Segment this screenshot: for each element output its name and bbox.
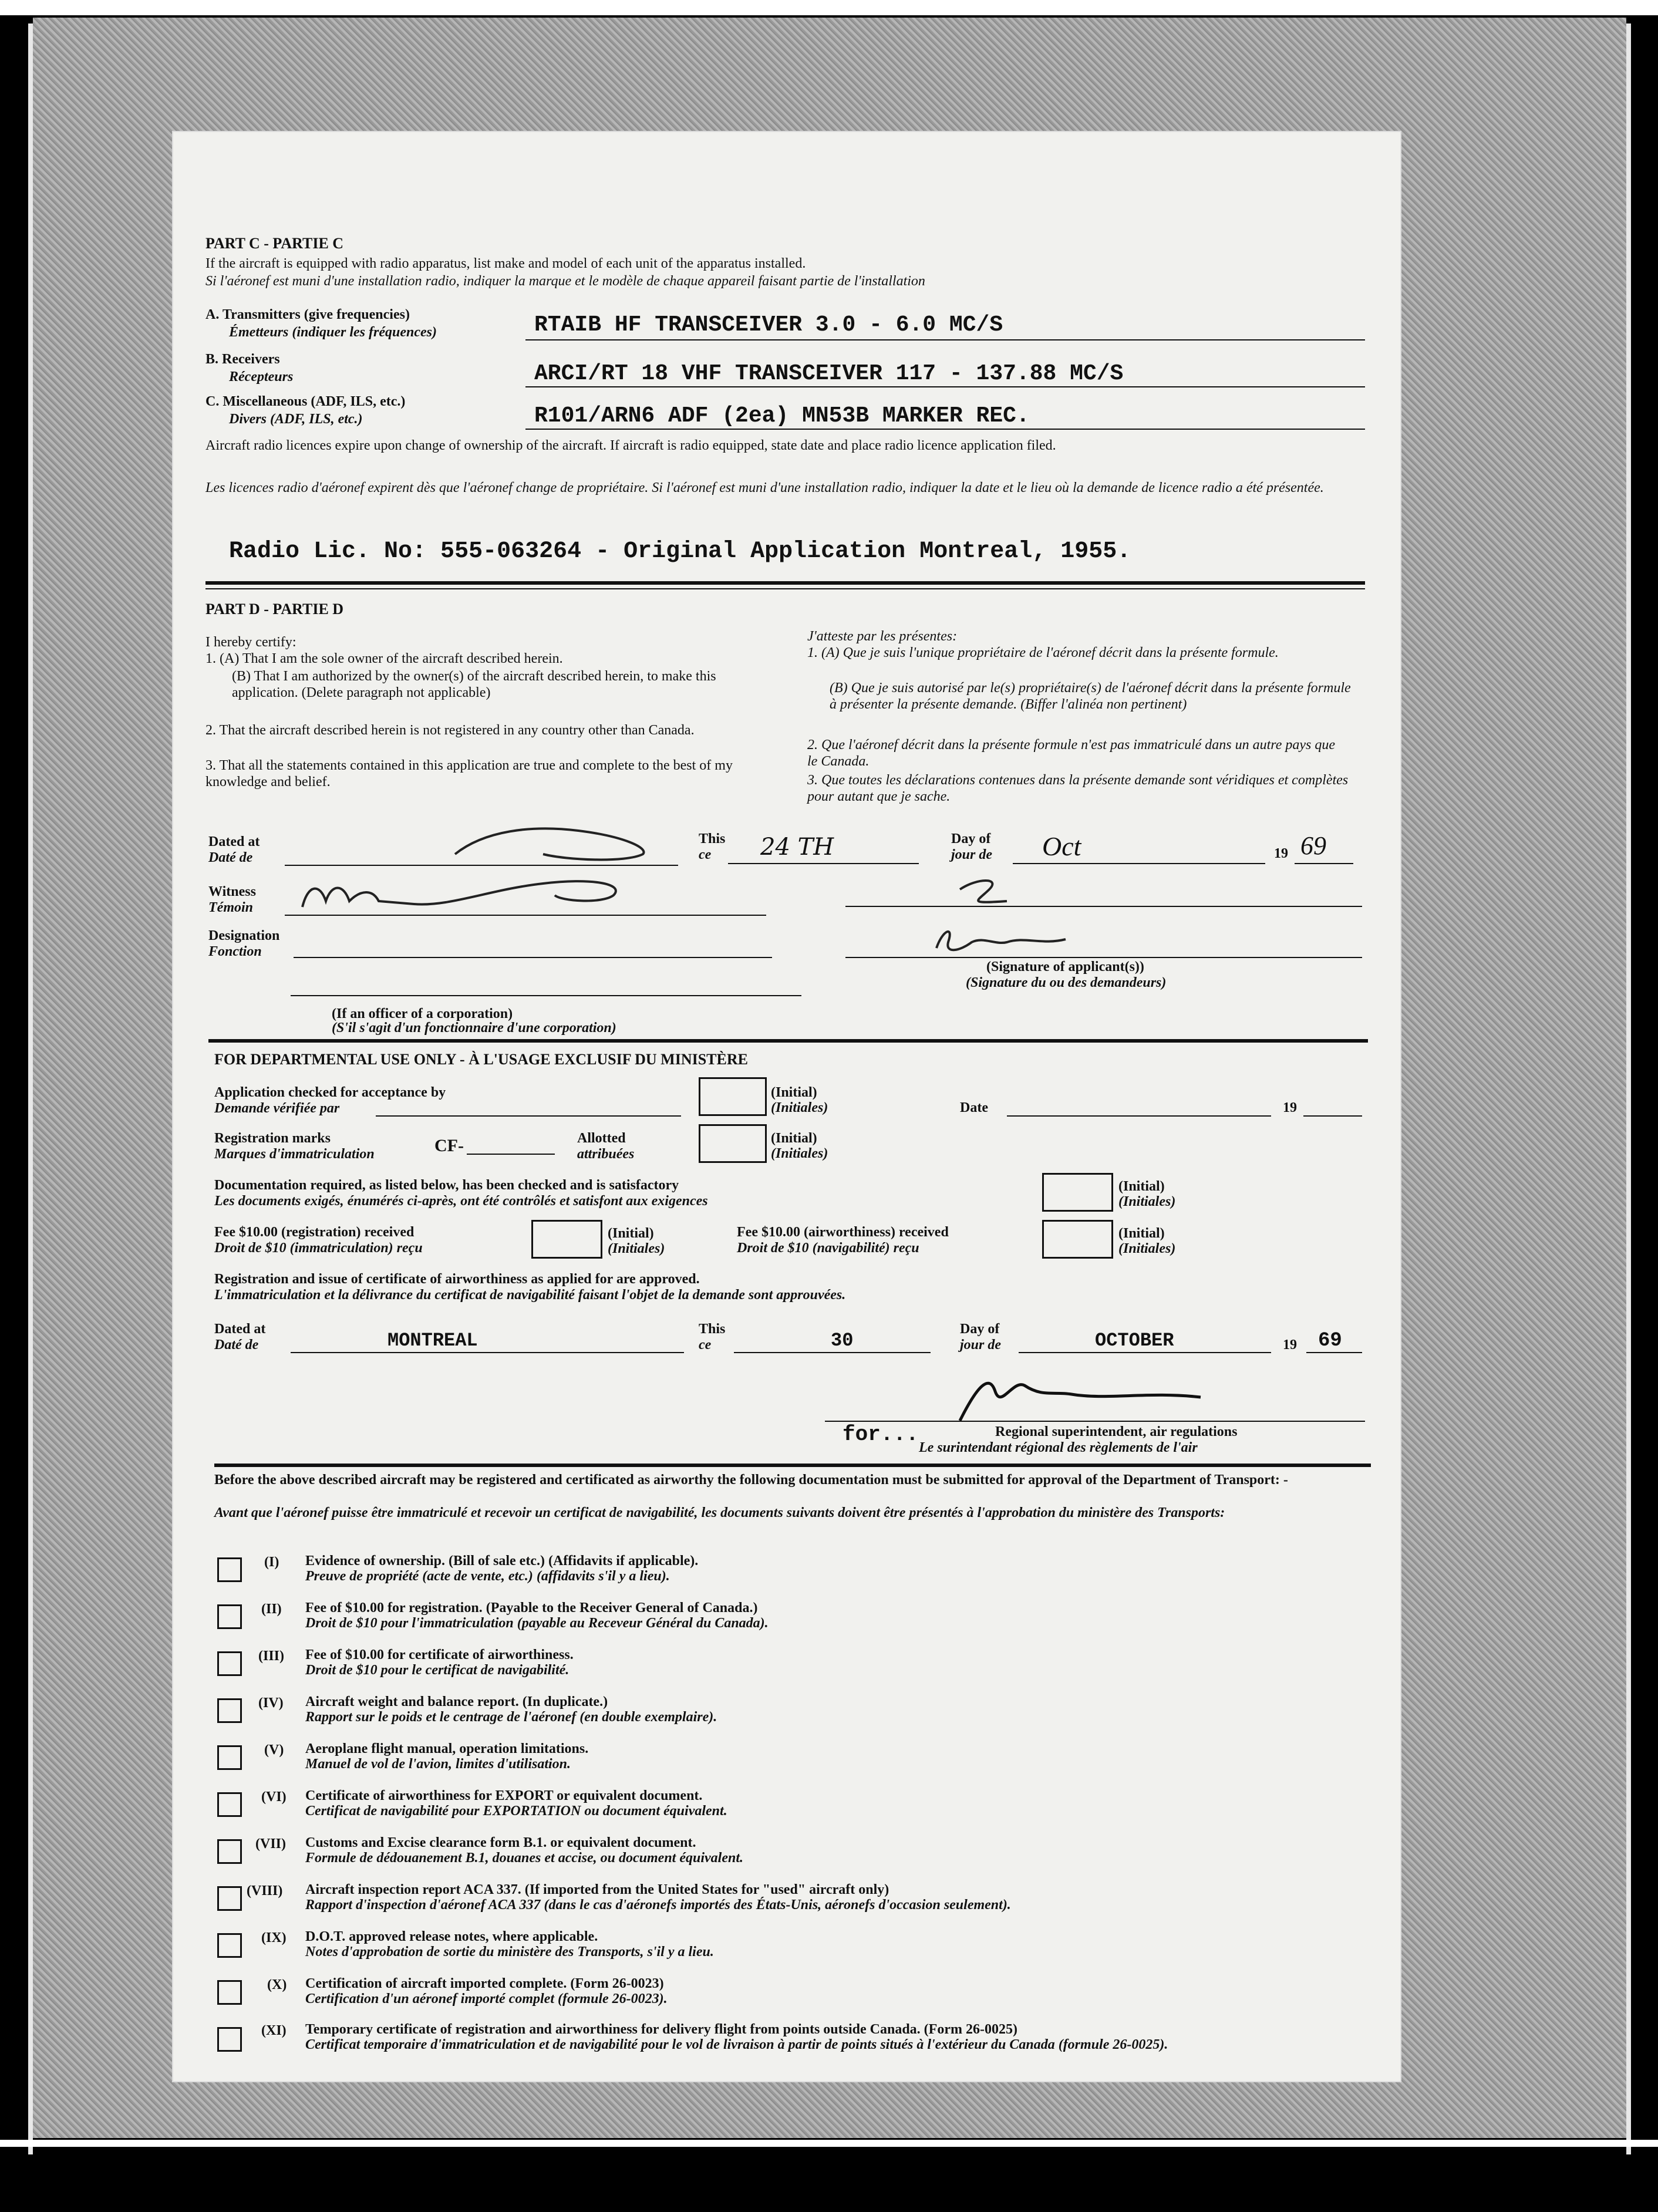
doc-num-2: (II) bbox=[261, 1601, 282, 1617]
reg-marks-line bbox=[467, 1154, 555, 1155]
dept-heading: FOR DEPARTMENTAL USE ONLY - À L'USAGE EXCLUSIF DU MINISTÈRE bbox=[214, 1051, 748, 1068]
dept-dated-label-fr: Daté de bbox=[214, 1337, 259, 1353]
receivers-value: ARCI/RT 18 VHF TRANSCEIVER 117 - 137.88 MC/S bbox=[534, 361, 1124, 386]
doc-fr-10: Certification d'un aéronef importé complet (formule 26-0023). bbox=[305, 1991, 668, 2007]
dated-at-label: Dated at bbox=[208, 834, 260, 849]
doc-checkbox-2[interactable] bbox=[217, 1604, 242, 1629]
doc-num-11: (XI) bbox=[261, 2023, 287, 2038]
fee-reg-label: Fee $10.00 (registration) received bbox=[214, 1225, 414, 1240]
this-day-handwritten: 24 TH bbox=[760, 834, 834, 861]
reg-initial-label-fr: (Initiales) bbox=[771, 1146, 828, 1161]
doc-num-1: (I) bbox=[264, 1555, 279, 1570]
date-label: Date bbox=[960, 1100, 988, 1115]
transmitters-label: A. Transmitters (give frequencies) bbox=[205, 307, 410, 322]
designation-label: Designation bbox=[208, 928, 280, 943]
issue-approved-fr: L'immatriculation et la délivrance du certificat de navigabilité faisant l'objet de la demande sont approuvées. bbox=[214, 1287, 846, 1303]
doc-en-7: Customs and Excise clearance form B.1. or equivalent document. bbox=[305, 1835, 696, 1850]
doc-checked-label-fr: Les documents exigés, énumérés ci-après, ont été contrôlés et satisfont aux exigences bbox=[214, 1193, 708, 1209]
part-c-intro-en: If the aircraft is equipped with radio apparatus, list make and model of each unit of the apparatus installed. bbox=[205, 256, 806, 271]
reg-marks-label-fr: Marques d'immatriculation bbox=[214, 1147, 375, 1162]
doc-fr-6: Certificat de navigabilité pour EXPORTATION ou document équivalent. bbox=[305, 1803, 727, 1819]
misc-label-fr: Divers (ADF, ILS, etc.) bbox=[229, 412, 363, 427]
dept-divider bbox=[214, 1464, 1371, 1467]
allotted-label: Allotted bbox=[577, 1131, 626, 1146]
doc-num-4: (IV) bbox=[258, 1695, 284, 1711]
day-of-label-fr: jour de bbox=[951, 847, 993, 862]
transmitters-line bbox=[525, 339, 1365, 340]
doc-fr-2: Droit de $10 pour l'immatriculation (payable au Receveur Général du Canada). bbox=[305, 1616, 769, 1631]
doc-en-6: Certificate of airworthiness for EXPORT or equivalent document. bbox=[305, 1788, 703, 1803]
doc-num-7: (VII) bbox=[255, 1836, 286, 1852]
app-initial-label: (Initial) bbox=[771, 1085, 817, 1100]
this-label: This bbox=[699, 831, 726, 847]
cert-en-2: 2. That the aircraft described herein is not registered in any country other than Canada. bbox=[205, 723, 695, 738]
allotted-label-fr: attribuées bbox=[577, 1147, 635, 1162]
doc-initial-box[interactable] bbox=[1042, 1173, 1113, 1212]
doc-fr-4: Rapport sur le poids et le centrage de l'aéronef (en double exemplaire). bbox=[305, 1709, 717, 1725]
doc-fr-11: Certificat temporaire d'immatriculation et de navigabilité pour le vol de livraison à partir de points situés à l'extérieur du Canada (formule 26-0025). bbox=[305, 2037, 1168, 2052]
dept-this-label: This bbox=[699, 1321, 726, 1337]
app-initial-box[interactable] bbox=[699, 1077, 767, 1116]
misc-label: C. Miscellaneous (ADF, ILS, etc.) bbox=[205, 394, 406, 409]
witness-label: Witness bbox=[208, 884, 256, 899]
cf-prefix: CF- bbox=[434, 1136, 464, 1155]
doc-checked-label: Documentation required, as listed below, has been checked and is satisfactory bbox=[214, 1178, 679, 1193]
cert-fr-2: 2. Que l'aéronef décrit dans la présente formule n'est pas immatriculé dans un autre pays que le Canada. bbox=[807, 737, 1336, 769]
doc-checkbox-3[interactable] bbox=[217, 1651, 242, 1676]
doc-en-3: Fee of $10.00 for certificate of airworthiness. bbox=[305, 1647, 574, 1663]
dept-year-value: 69 bbox=[1318, 1330, 1342, 1352]
superintendent-signature bbox=[954, 1368, 1248, 1432]
designation-label-fr: Fonction bbox=[208, 944, 262, 959]
fee-air-initial-label-fr: (Initiales) bbox=[1118, 1241, 1176, 1256]
dept-year-line bbox=[1306, 1352, 1362, 1353]
witness-label-fr: Témoin bbox=[208, 900, 253, 915]
doc-checkbox-10[interactable] bbox=[217, 1980, 242, 2005]
film-frame-left bbox=[28, 23, 33, 2154]
transmitters-label-fr: Émetteurs (indiquer les fréquences) bbox=[229, 325, 437, 340]
applicant-sig-line-2 bbox=[845, 957, 1362, 958]
dept-month-line bbox=[1019, 1352, 1271, 1353]
applicant-sig-line-1 bbox=[845, 906, 1362, 907]
dept-year-prefix: 19 bbox=[1283, 1337, 1297, 1353]
transmitters-value: RTAIB HF TRANSCEIVER 3.0 - 6.0 MC/S bbox=[534, 312, 1003, 338]
date-year-line bbox=[1303, 1115, 1362, 1117]
doc-en-1: Evidence of ownership. (Bill of sale etc.) (Affidavits if applicable). bbox=[305, 1553, 699, 1569]
dept-day-of-label-fr: jour de bbox=[960, 1337, 1002, 1353]
fee-reg-initial-label: (Initial) bbox=[608, 1226, 654, 1241]
year-handwritten: 69 bbox=[1300, 831, 1326, 860]
doc-num-10: (X) bbox=[267, 1977, 287, 1992]
doc-fr-3: Droit de $10 pour le certificat de navigabilité. bbox=[305, 1663, 569, 1678]
this-label-fr: ce bbox=[699, 847, 712, 862]
month-line bbox=[1013, 863, 1265, 864]
applicant-signature bbox=[925, 919, 1077, 960]
doc-en-5: Aeroplane flight manual, operation limitations. bbox=[305, 1741, 589, 1756]
receivers-label: B. Receivers bbox=[205, 352, 280, 367]
year-line bbox=[1295, 863, 1353, 864]
dated-at-label-fr: Daté de bbox=[208, 850, 253, 865]
doc-fr-7: Formule de dédouanement B.1, douanes et accise, ou document équivalent. bbox=[305, 1850, 743, 1866]
cert-en-1a: 1. (A) That I am the sole owner of the aircraft described herein. bbox=[205, 651, 563, 666]
app-checked-line bbox=[376, 1115, 681, 1117]
film-frame-right bbox=[1626, 23, 1631, 2154]
doc-checkbox-8[interactable] bbox=[217, 1886, 242, 1911]
fee-reg-initial-box[interactable] bbox=[531, 1220, 602, 1259]
reg-initial-box[interactable] bbox=[699, 1124, 767, 1163]
doc-en-9: D.O.T. approved release notes, where applicable. bbox=[305, 1929, 598, 1944]
fee-air-initial-box[interactable] bbox=[1042, 1220, 1113, 1259]
doc-checkbox-1[interactable] bbox=[217, 1557, 242, 1582]
receivers-label-fr: Récepteurs bbox=[229, 369, 294, 385]
regional-caption: Regional superintendent, air regulations bbox=[995, 1424, 1238, 1439]
doc-en-10: Certification of aircraft imported complete. (Form 26-0023) bbox=[305, 1976, 664, 1991]
signature-caption-fr: (Signature du ou des demandeurs) bbox=[966, 975, 1167, 990]
dept-day-of-label: Day of bbox=[960, 1321, 1000, 1337]
doc-en-8: Aircraft inspection report ACA 337. (If imported from the United States for "used" aircraft only) bbox=[305, 1882, 889, 1897]
officer-line bbox=[291, 995, 801, 996]
date-year-prefix: 19 bbox=[1283, 1100, 1297, 1115]
cert-fr-1b: (B) Que je suis autorisé par le(s) propriétaire(s) de l'aéronef décrit dans la présente formule à présenter la présente demande. (Biffer l'alinéa non pertinent) bbox=[830, 680, 1351, 712]
for-label: for... bbox=[843, 1422, 919, 1446]
part-c-divider bbox=[205, 581, 1365, 585]
date-line bbox=[1007, 1115, 1271, 1117]
doc-checkbox-7[interactable] bbox=[217, 1839, 242, 1864]
part-c-divider-thin bbox=[205, 588, 1365, 589]
certify-fr: J'atteste par les présentes: bbox=[807, 629, 958, 644]
radio-licence-value: Radio Lic. No: 555-063264 - Original Application Montreal, 1955. bbox=[229, 538, 1131, 565]
dept-this-value: 30 bbox=[831, 1330, 854, 1351]
designation-line bbox=[294, 957, 772, 958]
film-frame-top bbox=[0, 0, 1658, 15]
doc-checkbox-11[interactable] bbox=[217, 2027, 242, 2052]
signature-caption: (Signature of applicant(s)) bbox=[986, 959, 1144, 975]
dept-dated-label: Dated at bbox=[214, 1321, 266, 1337]
fee-reg-initial-label-fr: (Initiales) bbox=[608, 1241, 665, 1256]
dated-at-scribble bbox=[449, 819, 660, 866]
doc-initial-label: (Initial) bbox=[1118, 1179, 1165, 1194]
dept-this-label-fr: ce bbox=[699, 1337, 712, 1353]
docs-intro-en: Before the above described aircraft may be registered and certificated as airworthy the following documentation must be submitted for approval of the Department of Transport: - bbox=[214, 1472, 1288, 1488]
reg-initial-label: (Initial) bbox=[771, 1131, 817, 1146]
doc-fr-5: Manuel de vol de l'avion, limites d'utilisation. bbox=[305, 1756, 571, 1772]
doc-en-4: Aircraft weight and balance report. (In duplicate.) bbox=[305, 1694, 608, 1709]
doc-checkbox-9[interactable] bbox=[217, 1933, 242, 1958]
witness-signature bbox=[296, 866, 660, 919]
doc-num-6: (VI) bbox=[261, 1789, 287, 1805]
cert-fr-1a: 1. (A) Que je suis l'unique propriétaire de l'aéronef décrit dans la présente formule. bbox=[807, 645, 1279, 660]
doc-num-3: (III) bbox=[258, 1648, 285, 1664]
day-of-label: Day of bbox=[951, 831, 991, 847]
fee-reg-label-fr: Droit de $10 (immatriculation) reçu bbox=[214, 1240, 423, 1256]
radio-licence-note-fr: Les licences radio d'aéronef expirent dès que l'aéronef change de propriétaire. Si l'aéronef est muni d'une installation radio, indiquer la date et le lieu où la demande de licence radio a été présentée. bbox=[205, 480, 1324, 495]
doc-num-8: (VIII) bbox=[247, 1883, 283, 1899]
misc-value: R101/ARN6 ADF (2ea) MN53B MARKER REC. bbox=[534, 403, 1030, 429]
doc-en-11: Temporary certificate of registration and airworthiness for delivery flight from points outside Canada. (Form 26-0025) bbox=[305, 2022, 1017, 2037]
form-page bbox=[173, 132, 1400, 2081]
certify-en: I hereby certify: bbox=[205, 635, 296, 650]
doc-fr-8: Rapport d'inspection d'aéronef ACA 337 (dans le cas d'aéronefs importés des États-Unis, aéronefs d'occasion seulement). bbox=[305, 1897, 1011, 1913]
dept-month-value: OCTOBER bbox=[1095, 1330, 1174, 1351]
part-d-heading: PART D - PARTIE D bbox=[205, 601, 344, 618]
film-frame-bottom bbox=[0, 2140, 1658, 2147]
doc-num-9: (IX) bbox=[261, 1930, 287, 1945]
app-checked-label-fr: Demande vérifiée par bbox=[214, 1101, 340, 1116]
officer-caption: (If an officer of a corporation) bbox=[332, 1006, 513, 1021]
doc-checkbox-6[interactable] bbox=[217, 1792, 242, 1817]
reg-marks-label: Registration marks bbox=[214, 1131, 331, 1146]
app-initial-label-fr: (Initiales) bbox=[771, 1100, 828, 1115]
fee-air-label-fr: Droit de $10 (navigabilité) reçu bbox=[737, 1240, 919, 1256]
issue-approved: Registration and issue of certificate of airworthiness as applied for are approved. bbox=[214, 1272, 700, 1287]
cert-en-1b: (B) That I am authorized by the owner(s) of the aircraft described herein, to make this application. (Delete paragraph not applicable) bbox=[232, 669, 716, 700]
cert-en-3: 3. That all the statements contained in this application are true and complete to the best of my knowledge and belief. bbox=[205, 758, 733, 790]
fee-air-initial-label: (Initial) bbox=[1118, 1226, 1165, 1241]
doc-fr-1: Preuve de propriété (acte de vente, etc.) (affidavits s'il y a lieu). bbox=[305, 1569, 670, 1584]
month-handwritten: Oct bbox=[1042, 831, 1081, 861]
doc-checkbox-5[interactable] bbox=[217, 1745, 242, 1770]
docs-intro-fr: Avant que l'aéronef puisse être immatriculé et recevoir un certificat de navigabilité, les documents suivants doivent être présentés à l'approbation du ministère des Transports: bbox=[214, 1505, 1225, 1520]
applicant-signature-mark bbox=[954, 872, 1025, 913]
officer-caption-fr: (S'il s'agit d'un fonctionnaire d'une corporation) bbox=[332, 1020, 616, 1036]
dept-dated-place: MONTREAL bbox=[387, 1330, 478, 1351]
part-c-heading: PART C - PARTIE C bbox=[205, 235, 344, 252]
doc-en-2: Fee of $10.00 for registration. (Payable to the Receiver General of Canada.) bbox=[305, 1600, 758, 1616]
receivers-line bbox=[525, 386, 1365, 387]
misc-line bbox=[525, 429, 1365, 430]
superintendent-line bbox=[825, 1421, 1365, 1422]
part-c-intro-fr: Si l'aéronef est muni d'une installation radio, indiquer la marque et le modèle de chaque appareil faisant partie de l'installation bbox=[205, 274, 925, 289]
radio-licence-note-en: Aircraft radio licences expire upon change of ownership of the aircraft. If aircraft is radio equipped, state date and place radio licence application filed. bbox=[205, 438, 1056, 453]
cert-fr-3: 3. Que toutes les déclarations contenues dans la présente demande sont véridiques et complètes pour autant que je sache. bbox=[807, 773, 1349, 804]
doc-initial-label-fr: (Initiales) bbox=[1118, 1194, 1176, 1209]
dept-this-line bbox=[734, 1352, 931, 1353]
regional-caption-fr: Le surintendant régional des règlements de l'air bbox=[919, 1440, 1198, 1455]
doc-num-5: (V) bbox=[264, 1742, 284, 1758]
doc-checkbox-4[interactable] bbox=[217, 1698, 242, 1723]
year-prefix: 19 bbox=[1274, 846, 1288, 861]
dept-dated-line bbox=[291, 1352, 684, 1353]
part-d-divider bbox=[208, 1039, 1368, 1043]
fee-air-label: Fee $10.00 (airworthiness) received bbox=[737, 1225, 949, 1240]
doc-fr-9: Notes d'approbation de sortie du ministère des Transports, s'il y a lieu. bbox=[305, 1944, 714, 1960]
this-line bbox=[728, 863, 919, 864]
app-checked-label: Application checked for acceptance by bbox=[214, 1085, 446, 1100]
